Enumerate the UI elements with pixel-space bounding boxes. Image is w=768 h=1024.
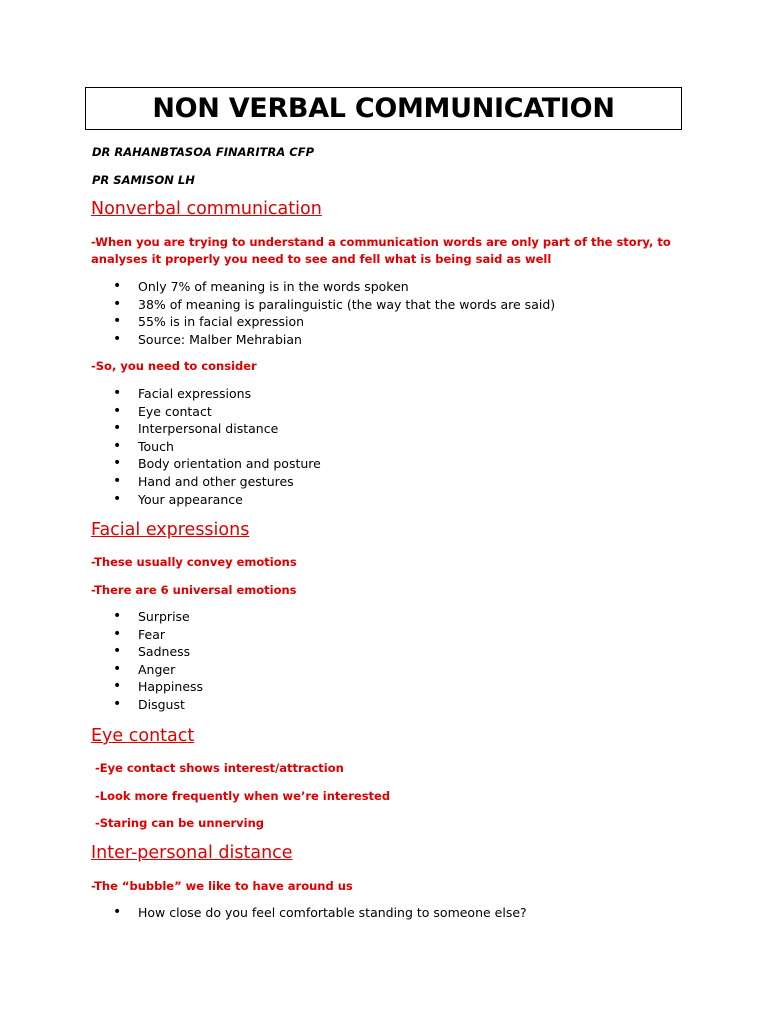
list-item: • Eye contact <box>113 403 321 421</box>
list-item: • Fear <box>113 626 203 644</box>
list-item: • Disgust <box>113 696 203 714</box>
distance-list <box>113 904 527 922</box>
list-item: • Sadness <box>113 643 203 661</box>
list-item: • Interpersonal distance <box>113 420 321 438</box>
list-item: • Anger <box>113 661 203 679</box>
list-item: • Your appearance <box>113 491 321 509</box>
meaning-list <box>113 278 555 348</box>
list-item: • Happiness <box>113 678 203 696</box>
author-1: DR RAHANBTASOA FINARITRA CFP <box>92 145 315 159</box>
facial-line-2: -There are 6 universal emotions <box>91 583 297 597</box>
title-box <box>85 87 682 130</box>
list-item: • 55% is in facial expression <box>113 313 555 331</box>
list-item: • Body orientation and posture <box>113 455 321 473</box>
document-title: NON VERBAL COMMUNICATION <box>152 93 615 124</box>
eye-line-3: -Staring can be unnerving <box>95 816 265 830</box>
nonverbal-intro: -When you are trying to understand a communication words are only part of the story, to analyses it properly you need to see and fell what is being said as well <box>91 235 671 266</box>
emotions-list <box>113 608 203 714</box>
heading-nonverbal-communication: Nonverbal communication <box>91 199 322 219</box>
heading-facial-expressions: Facial expressions <box>91 520 250 540</box>
list-item: • Source: Malber Mehrabian <box>113 331 555 349</box>
list-item: • Hand and other gestures <box>113 473 321 491</box>
list-item: • Facial expressions <box>113 385 321 403</box>
list-item: • Only 7% of meaning is in the words spoken <box>113 278 555 296</box>
facial-line-1: -These usually convey emotions <box>91 555 297 569</box>
eye-line-1: -Eye contact shows interest/attraction <box>95 761 344 775</box>
eye-line-2: -Look more frequently when we’re interested <box>95 789 391 803</box>
consider-line: -So, you need to consider <box>91 359 257 373</box>
list-item: • Surprise <box>113 608 203 626</box>
list-item: • How close do you feel comfortable standing to someone else? <box>113 904 527 922</box>
author-2: PR SAMISON LH <box>92 173 195 187</box>
list-item: • 38% of meaning is paralinguistic (the way that the words are said) <box>113 296 555 314</box>
heading-eye-contact: Eye contact <box>91 726 195 746</box>
list-item: • Touch <box>113 438 321 456</box>
heading-inter-personal-distance: Inter-personal distance <box>91 843 293 863</box>
consider-list <box>113 385 321 508</box>
distance-line-1: -The “bubble” we like to have around us <box>91 879 353 893</box>
